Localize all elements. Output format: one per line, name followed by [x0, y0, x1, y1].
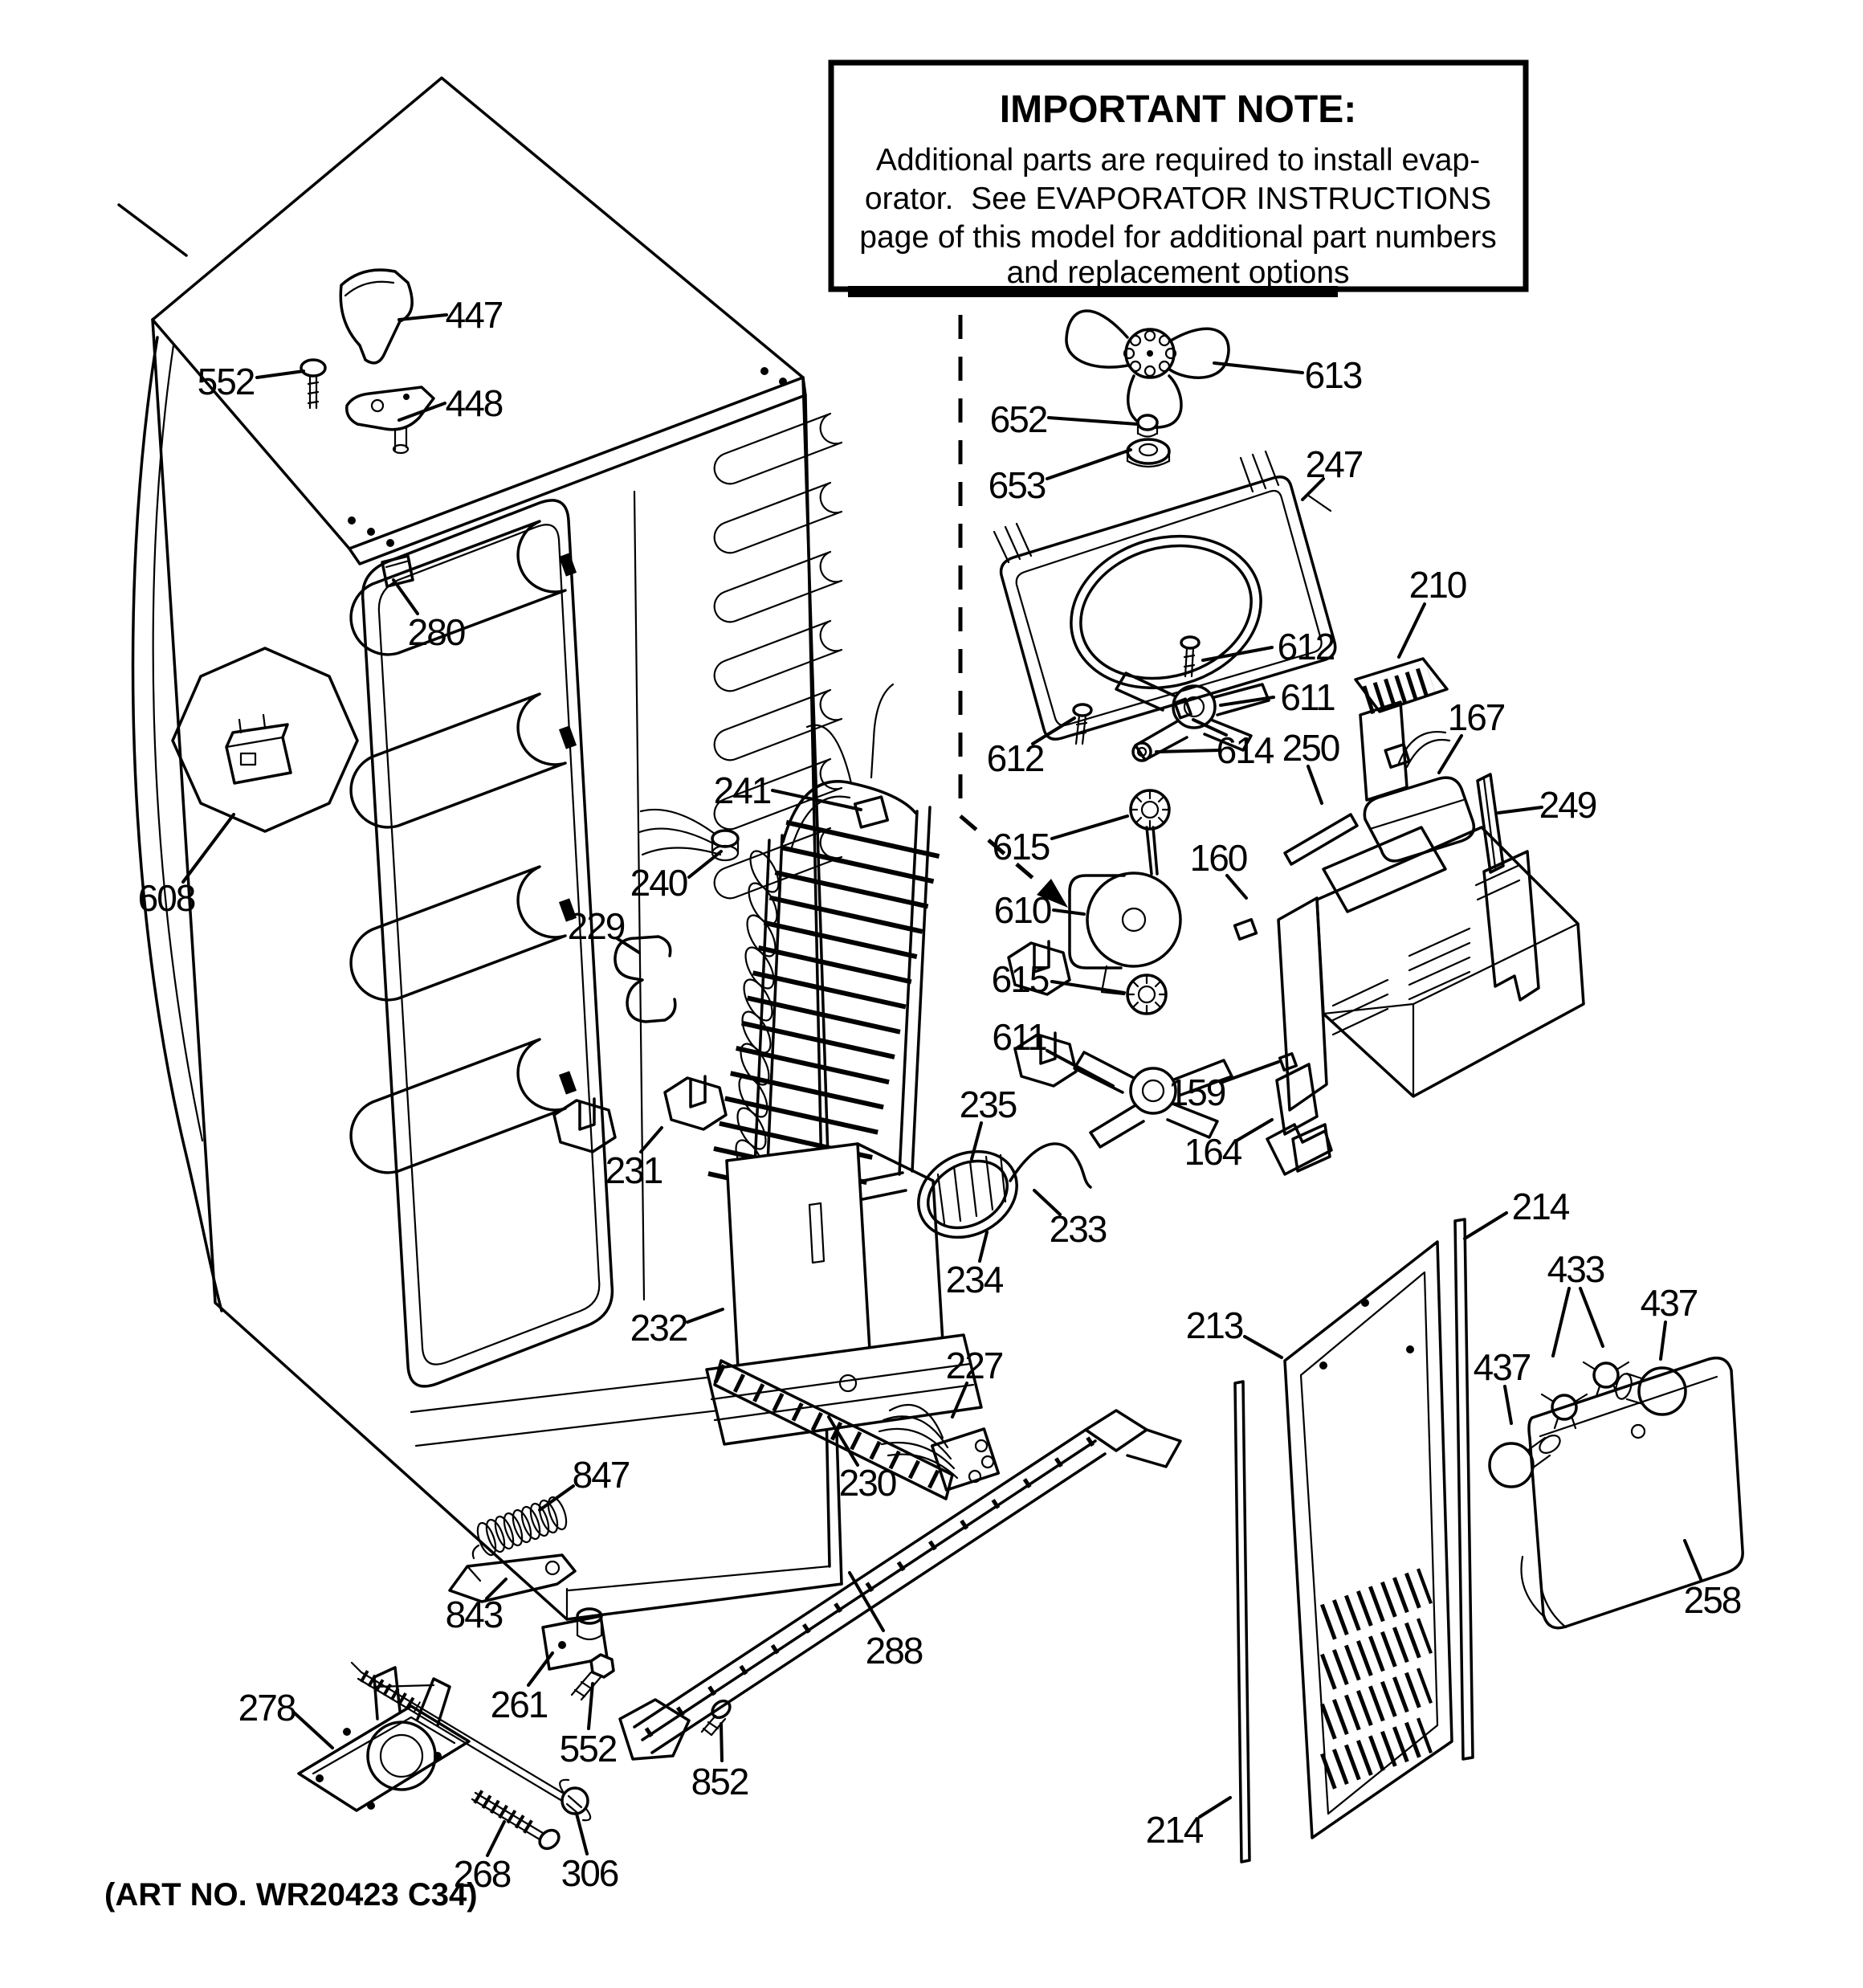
leader-line-278	[294, 1712, 332, 1748]
part-label-213: 213	[1185, 1304, 1243, 1346]
part-label-231: 231	[605, 1149, 662, 1191]
part-label-611: 611	[1280, 676, 1335, 718]
part-label-843: 843	[445, 1594, 503, 1635]
part-label-610: 610	[993, 889, 1051, 931]
part-label-447: 447	[445, 294, 503, 336]
leader-line-250	[1308, 766, 1322, 803]
note-line-4: and replacement options	[1006, 255, 1350, 290]
part-label-608: 608	[137, 877, 195, 919]
part-label-437: 437	[1640, 1282, 1698, 1324]
leader-line-258	[1685, 1541, 1701, 1579]
part-label-160: 160	[1189, 837, 1247, 879]
leader-line-164	[1237, 1120, 1272, 1141]
drain-tube-233	[1010, 1144, 1090, 1187]
leader-line-652	[1049, 418, 1137, 424]
part-label-847: 847	[572, 1454, 630, 1496]
note-line-2: orator. See EVAPORATOR INSTRUCTIONS	[864, 182, 1492, 216]
leader-line-235	[972, 1123, 981, 1159]
bearing-615-upper	[1131, 790, 1169, 829]
leader-line-611	[1047, 1051, 1113, 1086]
leader-line-852	[721, 1724, 722, 1761]
leader-line-608	[183, 814, 234, 882]
leader-line-268	[487, 1822, 504, 1855]
icemaker-210-body	[1277, 732, 1584, 1171]
leader-line-288	[850, 1573, 883, 1631]
part-label-234: 234	[945, 1259, 1003, 1300]
leader-line-437	[1505, 1386, 1511, 1423]
grille-210	[1355, 659, 1447, 800]
part-label-159: 159	[1168, 1072, 1225, 1113]
part-labels-layer	[138, 294, 1741, 1895]
part-label-437: 437	[1473, 1346, 1531, 1388]
part-label-433: 433	[1547, 1248, 1604, 1290]
hinge-bracket-448	[347, 387, 434, 430]
note-line-3: page of this model for additional part numbers	[859, 220, 1497, 255]
fan-nut-652	[1138, 415, 1157, 437]
leader-line-613	[1214, 363, 1302, 373]
part-label-448: 448	[445, 382, 503, 424]
art-number: (ART NO. WR20423 C34)	[104, 1877, 478, 1912]
leader-line-653	[1047, 450, 1131, 479]
part-label-240: 240	[630, 862, 687, 904]
leader-line-614	[1156, 750, 1221, 752]
leader-line-240	[689, 851, 721, 877]
part-label-233: 233	[1049, 1208, 1107, 1250]
part-label-852: 852	[691, 1761, 748, 1802]
part-label-653: 653	[988, 464, 1046, 506]
important-note-box	[831, 63, 1526, 297]
leader-line-433	[1553, 1288, 1569, 1356]
fan-motor-610	[1070, 827, 1180, 994]
leader-line-610	[1054, 910, 1084, 914]
leader-line-280	[393, 580, 418, 614]
part-label-552: 552	[559, 1728, 617, 1770]
leader-line-214	[1200, 1798, 1230, 1817]
leader-line-231	[641, 1128, 662, 1152]
bearing-615-lower	[1127, 975, 1166, 1014]
part-label-278: 278	[238, 1687, 296, 1729]
part-label-235: 235	[959, 1084, 1017, 1125]
screw-552-top	[301, 360, 325, 376]
fan-blade-613	[1066, 311, 1229, 427]
lamp-sockets-433	[1542, 1362, 1629, 1428]
part-label-268: 268	[453, 1853, 511, 1895]
part-label-214: 214	[1511, 1186, 1569, 1227]
bracket-164	[1267, 1125, 1331, 1174]
leader-line-160	[1227, 876, 1246, 898]
part-label-288: 288	[865, 1630, 923, 1672]
leader-line-167	[1439, 736, 1461, 773]
part-label-250: 250	[1282, 727, 1339, 769]
part-label-249: 249	[1539, 784, 1596, 826]
screw-612-left	[1074, 704, 1091, 744]
clip-160	[1235, 920, 1257, 939]
note-line-1: Additional parts are required to install evap-	[875, 143, 1481, 178]
light-switch-608	[173, 648, 357, 831]
part-label-167: 167	[1447, 696, 1505, 738]
leader-line-615	[1052, 982, 1124, 993]
part-label-612: 612	[1277, 626, 1335, 667]
clip-229	[615, 937, 675, 1022]
part-label-552: 552	[197, 361, 255, 402]
leader-line-552	[257, 371, 304, 378]
part-label-232: 232	[630, 1307, 687, 1349]
leader-line-847	[540, 1486, 573, 1510]
interior-fins	[715, 414, 842, 898]
strip-250	[1285, 814, 1357, 864]
hinge-cover-447	[340, 270, 412, 363]
thermostat-241	[855, 797, 888, 827]
screw-268	[472, 1793, 562, 1852]
part-label-611: 611	[992, 1016, 1046, 1058]
hinge-parts	[301, 270, 434, 453]
part-label-258: 258	[1683, 1579, 1741, 1621]
leader-line-437	[1661, 1322, 1665, 1359]
leader-line-433	[1580, 1288, 1603, 1346]
part-label-615: 615	[992, 826, 1050, 867]
trim-strip-214-left	[1235, 1382, 1249, 1862]
part-label-241: 241	[713, 769, 771, 811]
part-label-613: 613	[1304, 354, 1362, 396]
part-label-615: 615	[991, 958, 1049, 1000]
part-label-227: 227	[945, 1345, 1003, 1386]
light-bulb-437-left	[1490, 1432, 1563, 1487]
leader-line-210	[1399, 604, 1425, 657]
rail-288	[620, 1410, 1180, 1759]
leader-line-234	[980, 1232, 987, 1261]
leader-line-612	[1203, 647, 1272, 660]
leader-line-448	[399, 403, 445, 420]
leader-line-232	[687, 1309, 723, 1322]
part-label-229: 229	[567, 905, 625, 947]
part-label-214: 214	[1145, 1809, 1203, 1851]
grille-235	[903, 1135, 1032, 1254]
part-label-230: 230	[838, 1462, 896, 1504]
leader-line-249	[1498, 807, 1542, 813]
part-label-247: 247	[1305, 443, 1363, 485]
trim-strip-214-right	[1455, 1219, 1473, 1759]
part-label-614: 614	[1216, 729, 1274, 771]
part-label-612: 612	[986, 737, 1044, 779]
part-label-280: 280	[407, 611, 465, 653]
leader-line-213	[1245, 1337, 1282, 1357]
part-label-210: 210	[1408, 564, 1466, 606]
grommet-240	[639, 810, 738, 860]
part-label-164: 164	[1184, 1131, 1241, 1173]
leader-line-615	[1052, 816, 1127, 839]
leader-line-214	[1465, 1213, 1506, 1239]
part-label-261: 261	[490, 1684, 548, 1725]
note-title: IMPORTANT NOTE:	[999, 88, 1357, 131]
part-label-652: 652	[989, 398, 1047, 440]
fan-hub-653	[1127, 439, 1169, 467]
part-label-306: 306	[561, 1852, 618, 1894]
